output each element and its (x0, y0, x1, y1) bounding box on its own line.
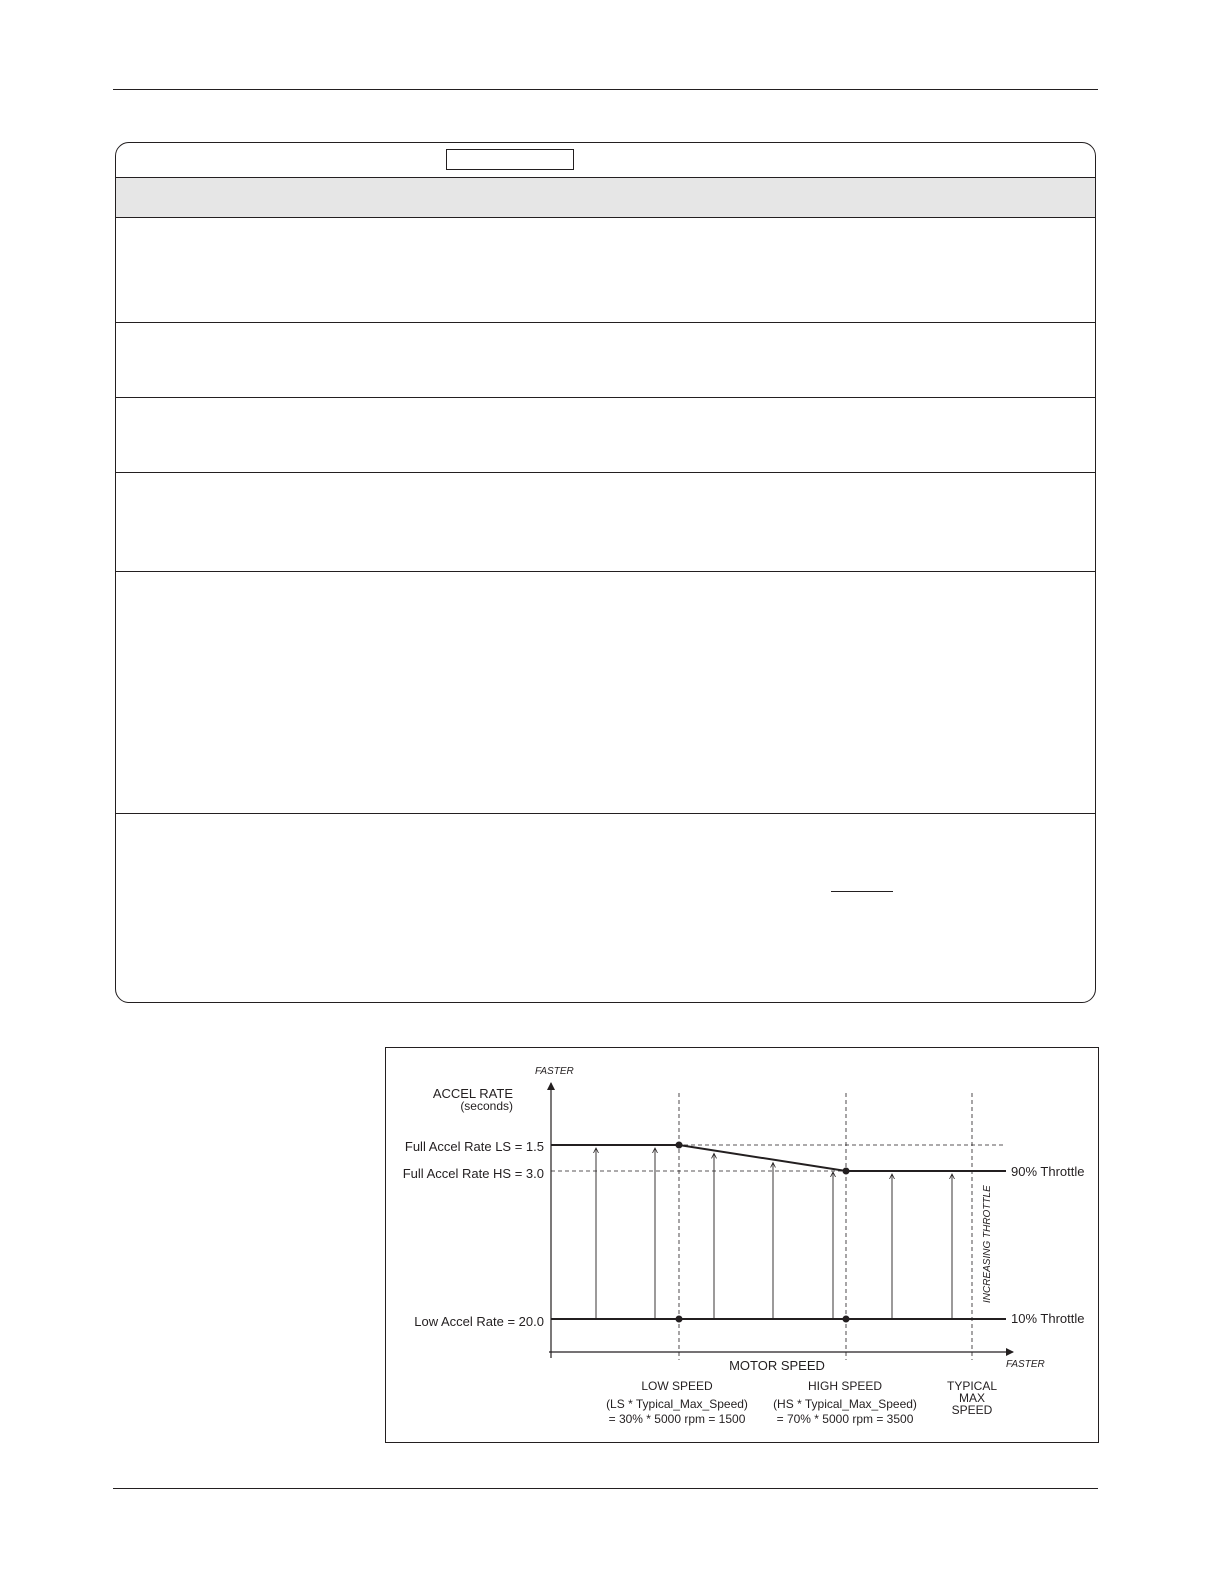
data-point-10-throttle (676, 1316, 683, 1323)
table-row (116, 217, 1095, 322)
table-row (116, 397, 1095, 472)
max-speed-label-line2: MAX (958, 1391, 986, 1405)
underline-mark (831, 891, 893, 892)
low-speed-value: = 30% * 5000 rpm = 1500 (608, 1412, 746, 1426)
low-speed-label: LOW SPEED (641, 1379, 713, 1393)
increasing-throttle-label: INCREASING THROTTLE (982, 1185, 993, 1303)
table-row (116, 813, 1095, 1003)
y-axis-unit: (seconds) (460, 1099, 513, 1113)
throttle-arrows (596, 1148, 952, 1319)
max-speed-label-line3: SPEED (951, 1403, 993, 1417)
y-axis-title: ACCEL RATE (432, 1086, 513, 1101)
data-point-90-throttle (843, 1168, 850, 1175)
x-axis-direction-label: FASTER (1006, 1359, 1045, 1370)
table-title-box (446, 149, 574, 170)
table-row (116, 571, 1095, 813)
high-speed-value: = 70% * 5000 rpm = 3500 (776, 1412, 914, 1426)
table-header-row (116, 177, 1095, 217)
series-line-90-throttle (551, 1145, 1006, 1171)
y-label-full-accel-ls: Full Accel Rate LS = 1.5 (404, 1139, 544, 1154)
legend-90-throttle: 90% Throttle (1011, 1164, 1085, 1179)
high-speed-formula: (HS * Typical_Max_Speed) (773, 1397, 917, 1411)
table-row (116, 472, 1095, 571)
high-speed-label: HIGH SPEED (807, 1379, 883, 1393)
x-axis-title: MOTOR SPEED (729, 1358, 825, 1373)
y-label-full-accel-hs: Full Accel Rate HS = 3.0 (402, 1166, 544, 1181)
accel-rate-figure (385, 1047, 1099, 1443)
table-row (116, 322, 1095, 397)
data-point-10-throttle (843, 1316, 850, 1323)
bottom-rule (113, 1488, 1098, 1489)
parameter-table (115, 142, 1096, 1003)
max-speed-label-line1: TYPICAL (946, 1379, 998, 1393)
legend-10-throttle: 10% Throttle (1011, 1311, 1085, 1326)
accel-rate-chart (386, 1048, 1100, 1444)
y-axis-direction-label: FASTER (535, 1066, 574, 1077)
y-label-low-accel: Low Accel Rate = 20.0 (414, 1314, 544, 1329)
top-rule (113, 89, 1098, 90)
data-point-90-throttle (676, 1142, 683, 1149)
low-speed-formula: (LS * Typical_Max_Speed) (606, 1397, 748, 1411)
